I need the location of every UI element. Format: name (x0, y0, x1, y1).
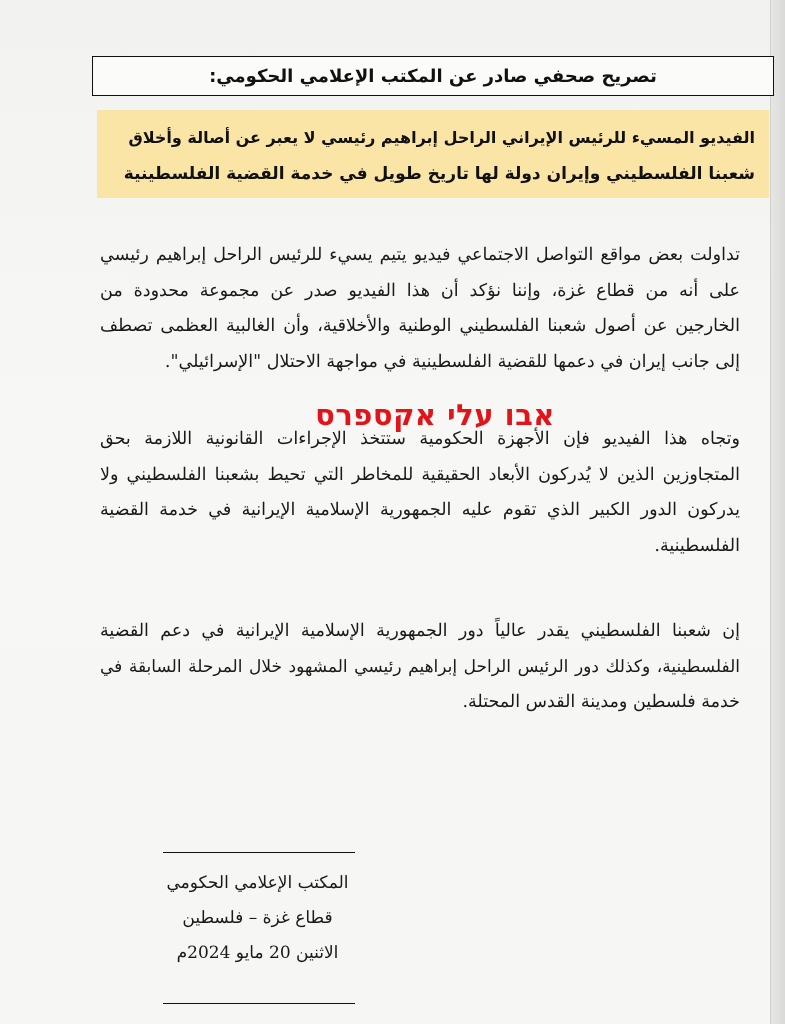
paragraph-line: يدركون الدور الكبير الذي تقوم عليه الجمهورية الإسلامية الإيرانية في خدمة القضية (100, 500, 740, 520)
paragraph-line: الفلسطينية. (654, 535, 740, 556)
paragraph-line: على أنه من قطاع غزة، وإننا نؤكد أن هذا الفيديو صدر عن مجموعة محدودة من (100, 280, 740, 301)
paragraph-3 (100, 614, 740, 721)
red-watermark-text: אבו עלי אקספרס (315, 398, 555, 432)
signature-top-rule (163, 852, 355, 853)
signature-location: قطاع غزة – فلسطين (182, 908, 333, 928)
paragraph-line: إن شعبنا الفلسطيني يقدر عالياً دور الجمهورية الإسلامية الإيرانية في دعم القضية (100, 621, 740, 641)
paragraph-line: تداولت بعض مواقع التواصل الاجتماعي فيديو يتيم يسيء للرئيس الراحل إبراهيم رئيسي (100, 245, 740, 265)
headline-highlight (97, 110, 769, 198)
paragraph-line: خدمة فلسطين ومدينة القدس المحتلة. (462, 692, 740, 712)
paragraph-line: المتجاوزين الذين لا يُدركون الأبعاد الحقيقية للمخاطر التي تحيط بشعبنا الفلسطيني ولا (100, 464, 740, 485)
signature-block (150, 866, 365, 971)
signature-bottom-rule (163, 1003, 355, 1004)
signature-office: المكتب الإعلامي الحكومي (166, 873, 349, 893)
paragraph-2 (100, 422, 740, 564)
press-release-title: تصريح صحفي صادر عن المكتب الإعلامي الحكومي: (209, 65, 657, 87)
headline-line-2: شعبنا الفلسطيني وإيران دولة لها تاريخ طويل في خدمة القضية الفلسطينية (123, 164, 755, 184)
headline-line-1: الفيديو المسيء للرئيس الإيراني الراحل إبراهيم رئيسي لا يعبر عن أصالة وأخلاق (128, 128, 755, 147)
page-edge-shadow (770, 0, 785, 1024)
paragraph-line: الفلسطينية، وكذلك دور الرئيس الراحل إبراهيم رئيسي المشهود خلال المرحلة السابقة في (100, 656, 740, 677)
paragraph-line: الخارجين عن أصول شعبنا الفلسطيني الوطنية والأخلاقية، وأن الغالبية العظمى تصطف (100, 316, 740, 336)
press-release-header-box (92, 56, 774, 96)
paragraph-line: إلى جانب إيران في دعمها للقضية الفلسطينية في مواجهة الاحتلال "الإسرائيلي". (164, 351, 740, 372)
paragraph-1 (100, 238, 740, 380)
paragraph-line: وتجاه هذا الفيديو فإن الأجهزة الحكومية ستتخذ الإجراءات القانونية اللازمة بحق (100, 429, 740, 449)
signature-date: الاثنين 20 مايو 2024م (176, 943, 339, 963)
